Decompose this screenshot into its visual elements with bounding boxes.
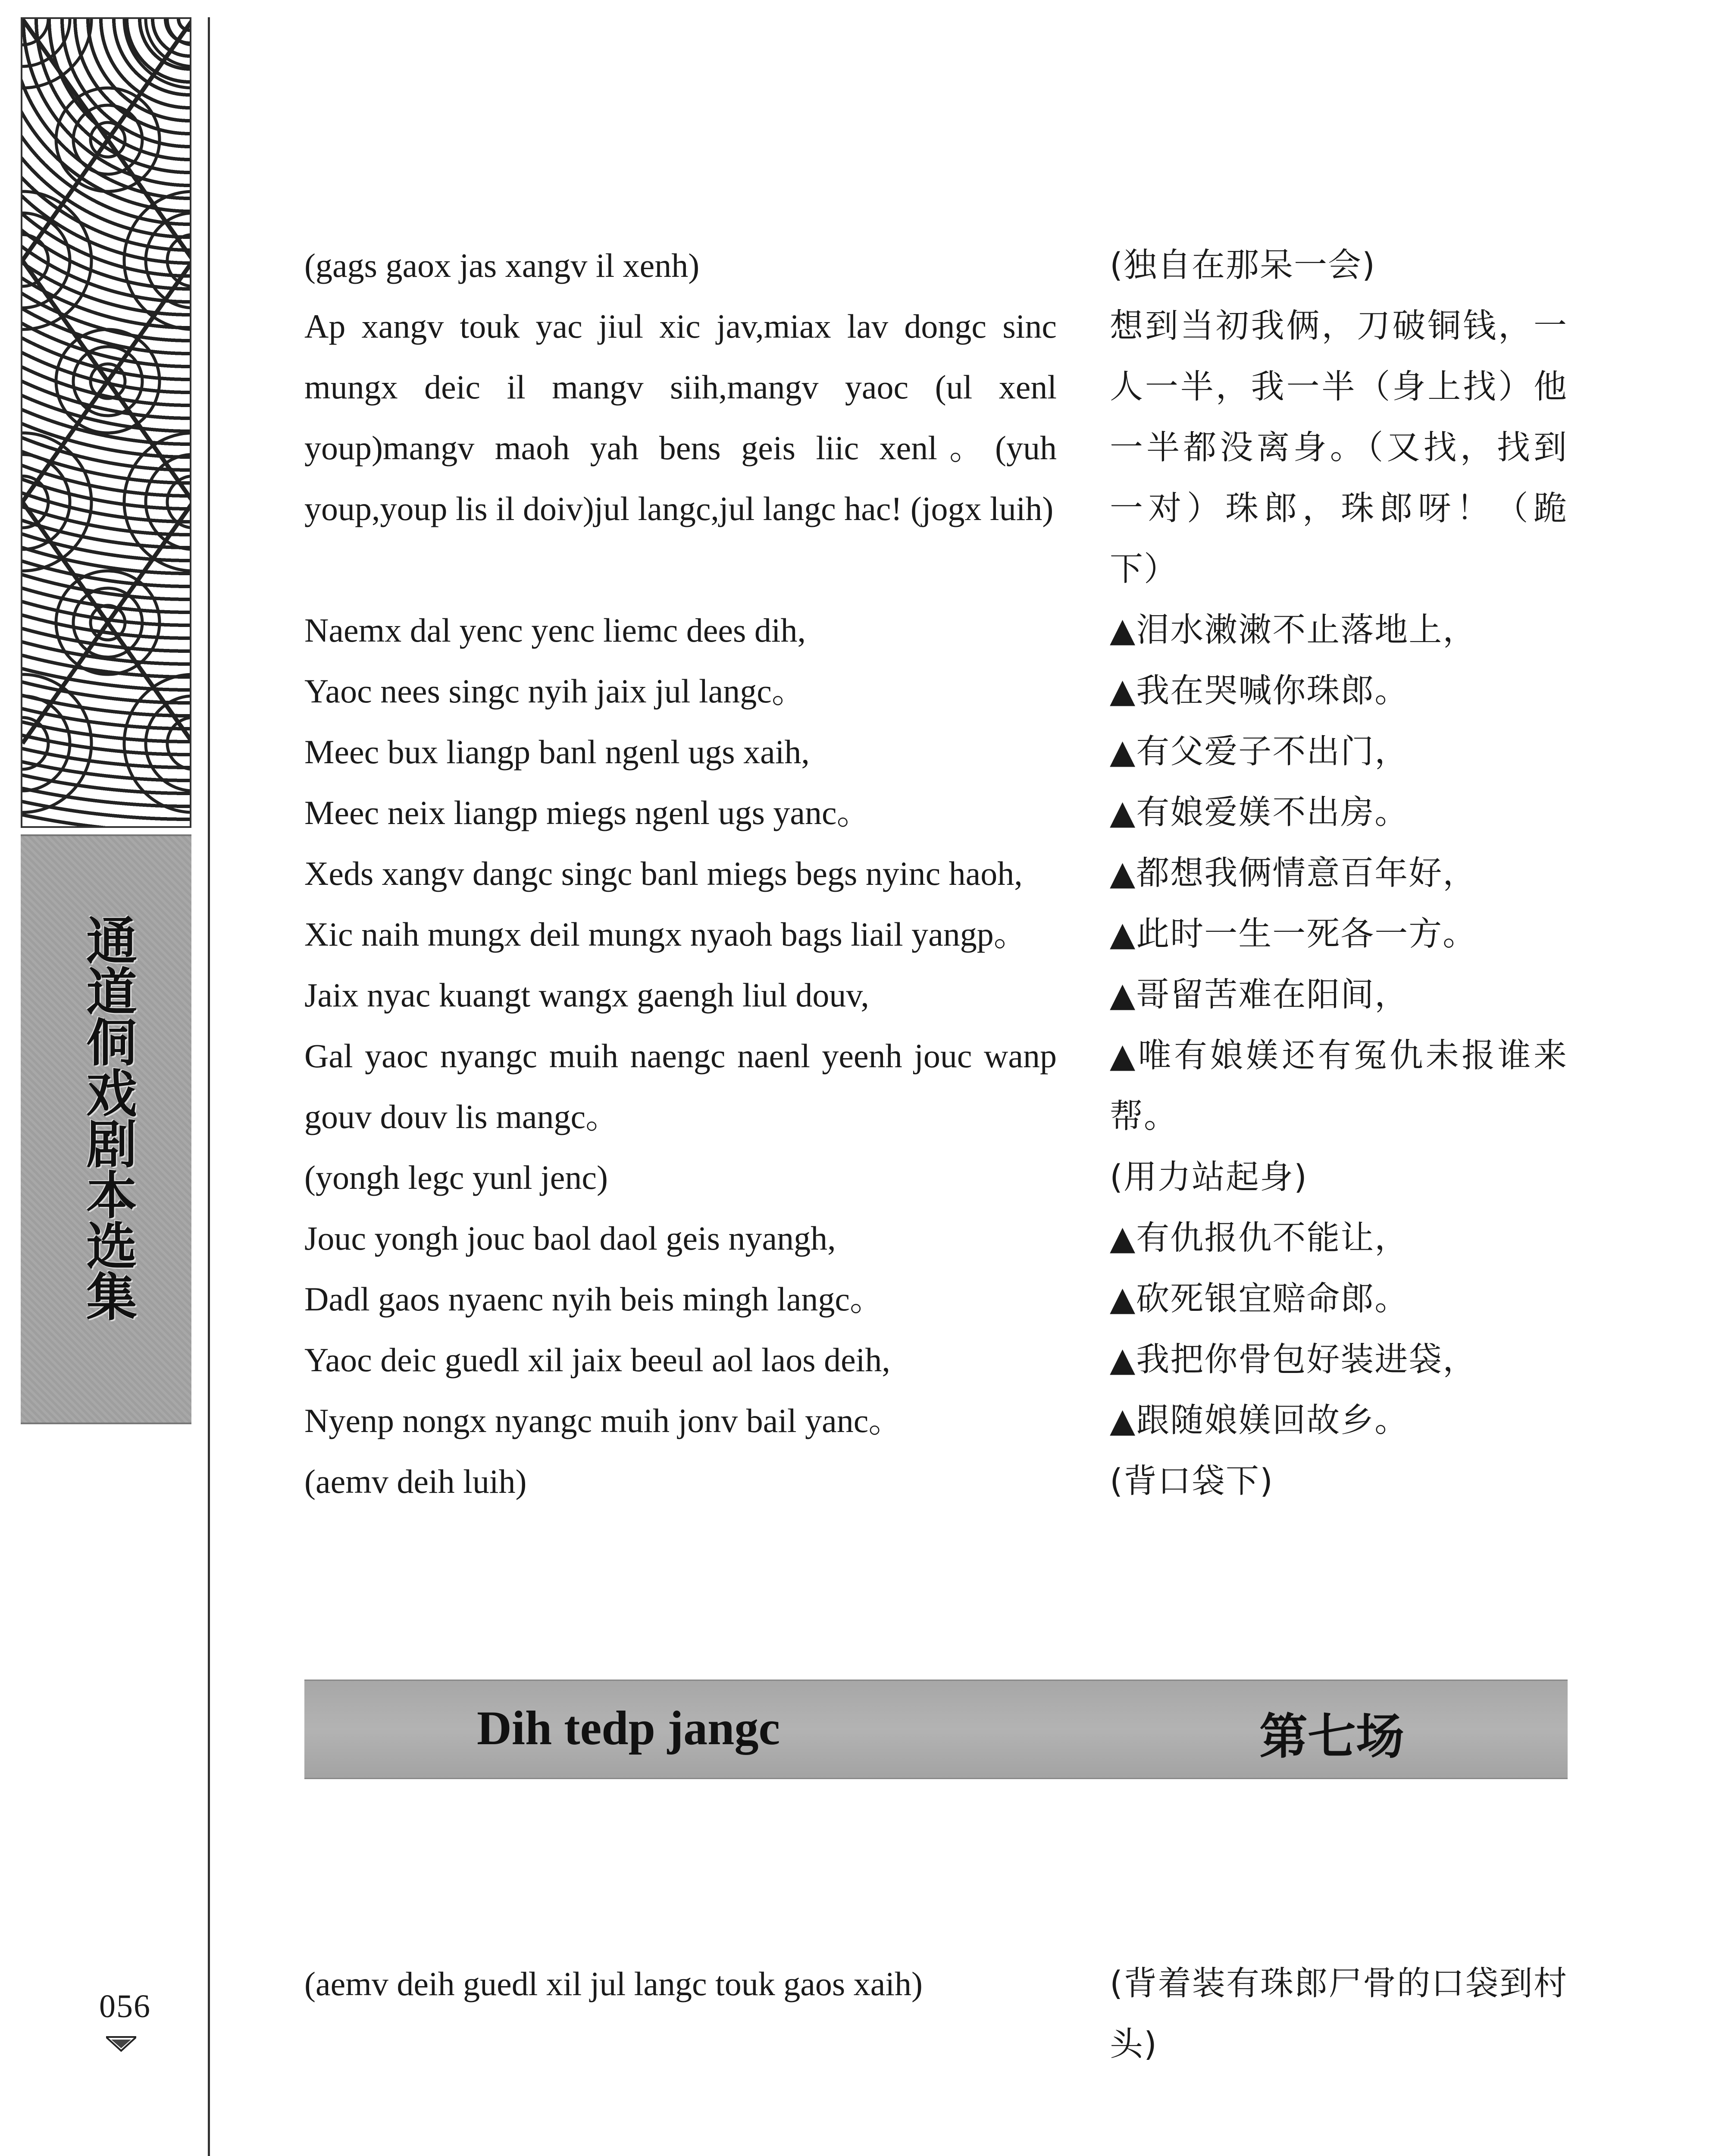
script-body [304,235,1568,1512]
chinese-text: 想到当初我俩，刀破铜钱，一人一半，我一半（身上找）他一半都没离身。（又找，找到一对）珠郎，珠郎呀！（跪下） [1110,307,1568,589]
dong-text: Xic naih mungx deil mungx nyaoh bags liail yangp。 [304,915,1027,953]
chinese-text: ▲砍死银宜赔命郎。 [1110,1280,1409,1318]
dong-text: (aemv deih guedl xil jul langc touk gaos xaih) [304,1965,923,2002]
dong-text: Jouc yongh jouc baol daol geis nyangh, [304,1219,836,1257]
dong-text: Dadl gaos nyaenc nyih beis mingh langc。 [304,1280,884,1318]
script-line [304,782,1568,843]
chinese-text: (背着装有珠郎尸骨的口袋到村头) [1110,1965,1568,2064]
scene-body [304,1953,1568,2075]
script-line [304,1025,1568,1147]
chinese-text: ▲我在哭喊你珠郎。 [1110,672,1409,710]
chinese-text: ▲此时一生一死各一方。 [1110,915,1477,953]
chinese-text: ▲都想我俩情意百年好， [1110,854,1477,893]
dong-text: (gags gaox jas xangv il xenh) [304,247,700,284]
dong-text: Jaix nyac kuangt wangx gaengh liul douv, [304,976,869,1014]
script-line [304,1390,1568,1451]
chinese-text: (背口袋下) [1110,1462,1274,1501]
script-line [304,1208,1568,1269]
script-line [304,1147,1568,1208]
chinese-text: ▲有仇报仇不能让， [1110,1219,1409,1257]
dong-text: Xeds xangv dangc singc banl miegs begs nyinc haoh, [304,855,1023,892]
dong-text: Nyenp nongx nyangc muih jonv bail yanc。 [304,1402,902,1439]
scene-title-dong: Dih tedp jangc [477,1702,780,1755]
scene-heading [304,1680,1568,1779]
book-title: 通道侗戏剧本选集 [78,914,137,1321]
chinese-text: ▲有娘爱媄不出房。 [1110,793,1409,832]
dong-text: Meec neix liangp miegs ngenl ugs yanc。 [304,794,870,831]
ornament-icon [106,2035,136,2055]
dong-text: Yaoc nees singc nyih jaix jul langc。 [304,672,805,710]
chinese-text: ▲有父爱子不出门， [1110,733,1409,771]
wave-pattern-icon [22,19,191,828]
script-line [304,843,1568,904]
dong-text: Meec bux liangp banl ngenl ugs xaih, [304,733,810,771]
script-line [304,661,1568,721]
script-line [304,235,1568,296]
chinese-text: (用力站起身) [1110,1158,1308,1197]
chinese-text: ▲哥留苦难在阳间， [1110,976,1409,1014]
margin-rule [208,17,210,2156]
chinese-text: ▲我把你骨包好装进袋， [1110,1341,1477,1379]
dong-text: Yaoc deic guedl xil jaix beeul aol laos deih, [304,1341,890,1379]
border-pattern [21,17,191,828]
script-line [304,296,1568,600]
page-number: 056 [99,1988,151,2024]
chinese-text: ▲跟随娘媄回故乡。 [1110,1401,1409,1440]
script-line [304,904,1568,965]
script-line [304,1451,1568,1512]
dong-text: (yongh legc yunl jenc) [304,1159,608,1196]
script-line [304,965,1568,1025]
dong-text: Ap xangv touk yac jiul xic jav,miax lav dongc sinc mungx deic il mangv siih,mangv yaoc (ul xenl youp)mangv maoh yah bens geis liic xenl。(yuh youp,youp lis il doiv)jul langc,jul langc hac! (jogx luih) [304,307,1057,527]
chinese-text: ▲泪水潄潄不止落地上， [1110,611,1477,649]
dong-text: (aemv deih luih) [304,1463,527,1500]
chinese-text: ▲唯有娘媄还有冤仇未报谁来帮。 [1110,1037,1568,1136]
dong-text: Gal yaoc nyangc muih naengc naenl yeenh jouc wanp gouv douv lis mangc。 [304,1037,1057,1135]
script-line [304,1269,1568,1329]
script-line [304,721,1568,782]
script-line [304,600,1568,661]
scene-title-chinese: 第七场 [1259,1709,1404,1765]
chinese-text: (独自在那呆一会) [1110,246,1376,285]
script-line [304,1953,1568,2075]
dong-text: Naemx dal yenc yenc liemc dees dih, [304,611,806,649]
script-line [304,1329,1568,1390]
